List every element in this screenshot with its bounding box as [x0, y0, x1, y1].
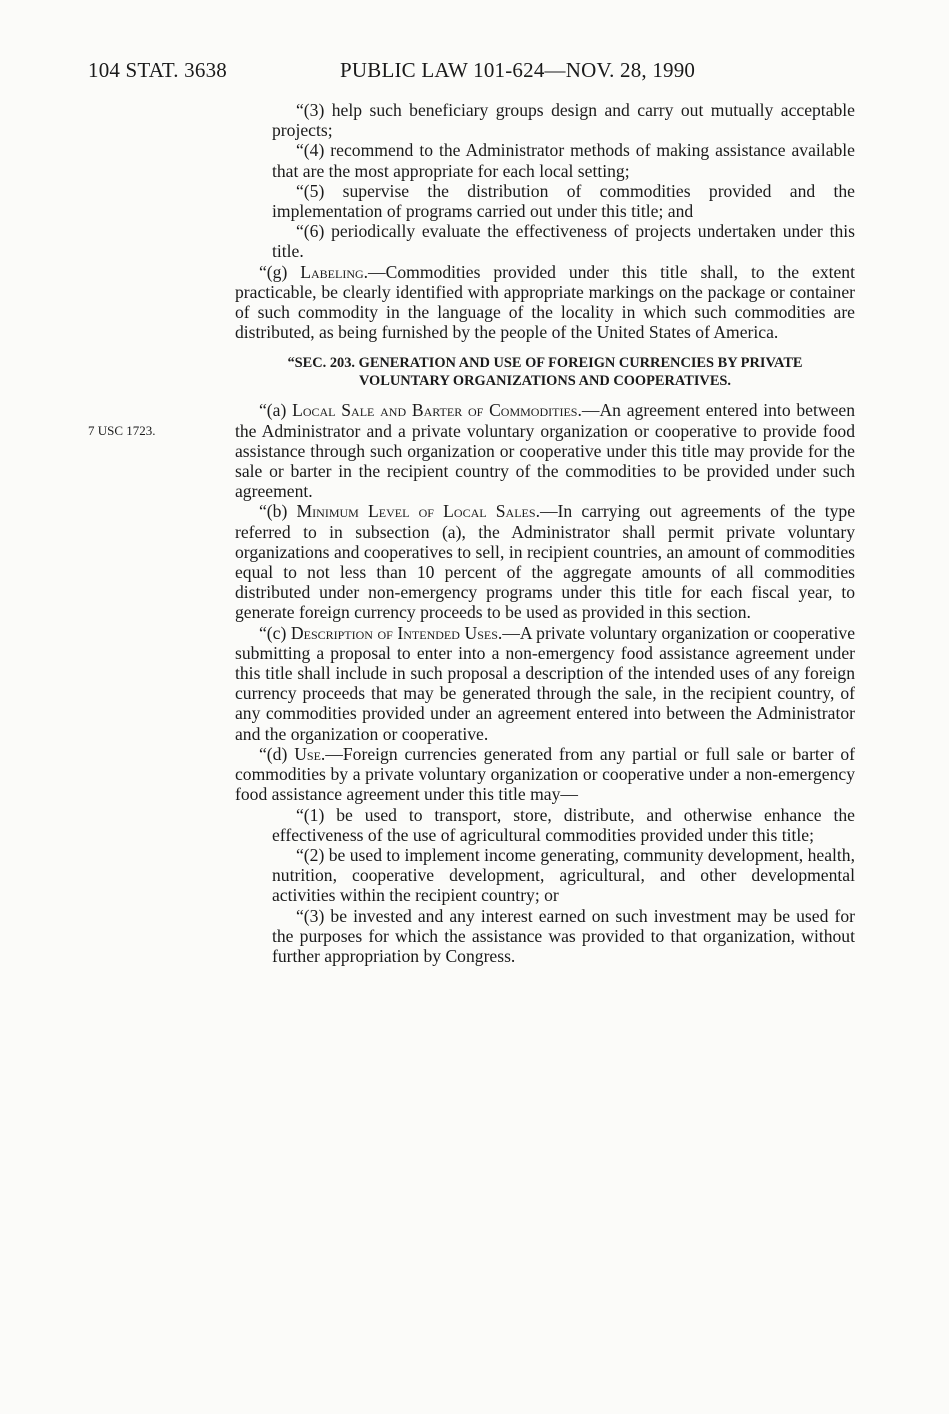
subsection-b: “(b) Minimum Level of Local Sales.—In carrying out agreements of the type referred to in subsection (a), the Administrator shall permit private voluntary organizations and cooperatives to sell, in recipient countries, an amount of commodities equal to not less than 10 percent of the aggregate amounts of all commodities distributed under non-emergency programs under this title for each fiscal year, to generate foreign currency proceeds to be used as provided in this section. [235, 501, 856, 623]
subsection-a: “(a) Local Sale and Barter of Commodities.—An agreement entered into between the Administrator and a private voluntary organization or cooperative to provide food assistance through such organization or cooperative under this title may provide for the sale or barter in the recipient country of the commodities to be provided under such agreement. [235, 400, 855, 502]
subsection-d: “(d) Use.—Foreign currencies generated from any partial or full sale or barter of commodities by a private voluntary organization or cooperative under a non-emergency food assistance agreement under this title may— [235, 743, 855, 805]
paragraph-f3: “(3) help such beneficiary groups design and carry out mutually acceptable projects; [272, 100, 855, 141]
usc-margin-note: 7 USC 1723. [88, 423, 156, 438]
subsection-c-heading: Description of Intended Uses [290, 622, 498, 643]
subsection-a-heading: Local Sale and Barter of Commodities [292, 400, 578, 421]
subsection-b-heading: Minimum Level of Local Sales [296, 501, 536, 522]
paragraph-d1: “(1) be used to transport, store, distribute, and otherwise enhance the effectiveness of the use of agricultural commodities provided under this title; [272, 804, 855, 845]
paragraph-f5: “(5) supervise the distribution of commodities provided and the implementation of programs carried out under this title; and [272, 180, 855, 222]
stat-page-number: 104 STAT. 3638 [88, 58, 227, 82]
paragraph-d3: “(3) be invested and any interest earned on such investment may be used for the purposes for which the assistance was provided to that organization, without further appropriation by Congress. [272, 905, 855, 966]
public-law-citation: PUBLIC LAW 101-624—NOV. 28, 1990 [340, 58, 696, 82]
statute-body [235, 100, 855, 966]
subsection-g: “(g) Labeling.—Commodities provided under this title shall, to the extent practicable, be clearly identified with appropriate markings on the package or container of such commodity in the language of the locality in which such commodities are distributed, as being furnished by the people of the United States of America. [235, 261, 855, 343]
section-203-heading: “SEC. 203. GENERATION AND USE OF FOREIGN CURRENCIES BY PRIVATE VOLUNTARY ORGANIZATIONS AND COOPERATIVES. [287, 355, 803, 390]
paragraph-f4: “(4) recommend to the Administrator methods of making assistance available that are the most appropriate for each local setting; [272, 140, 855, 181]
paragraph-f6: “(6) periodically evaluate the effectiveness of projects undertaken under this title. [272, 221, 855, 262]
subsection-c: “(c) Description of Intended Uses.—A private voluntary organization or cooperative submitting a proposal to enter into a non-emergency food assistance agreement under this title shall include in such proposal a description of the intended uses of any foreign currency proceeds that may be generated through the sale, in the recipient country, of any commodities provided under an agreement entered into between the Administrator and the organization or cooperative. [235, 622, 856, 744]
paragraph-d2: “(2) be used to implement income generating, community development, health, nutrition, cooperative development, agricultural, and other developmental activities within the recipient country; or [272, 844, 855, 906]
subsection-g-heading: Labeling [300, 261, 364, 282]
subsection-d-heading: Use [294, 743, 321, 764]
